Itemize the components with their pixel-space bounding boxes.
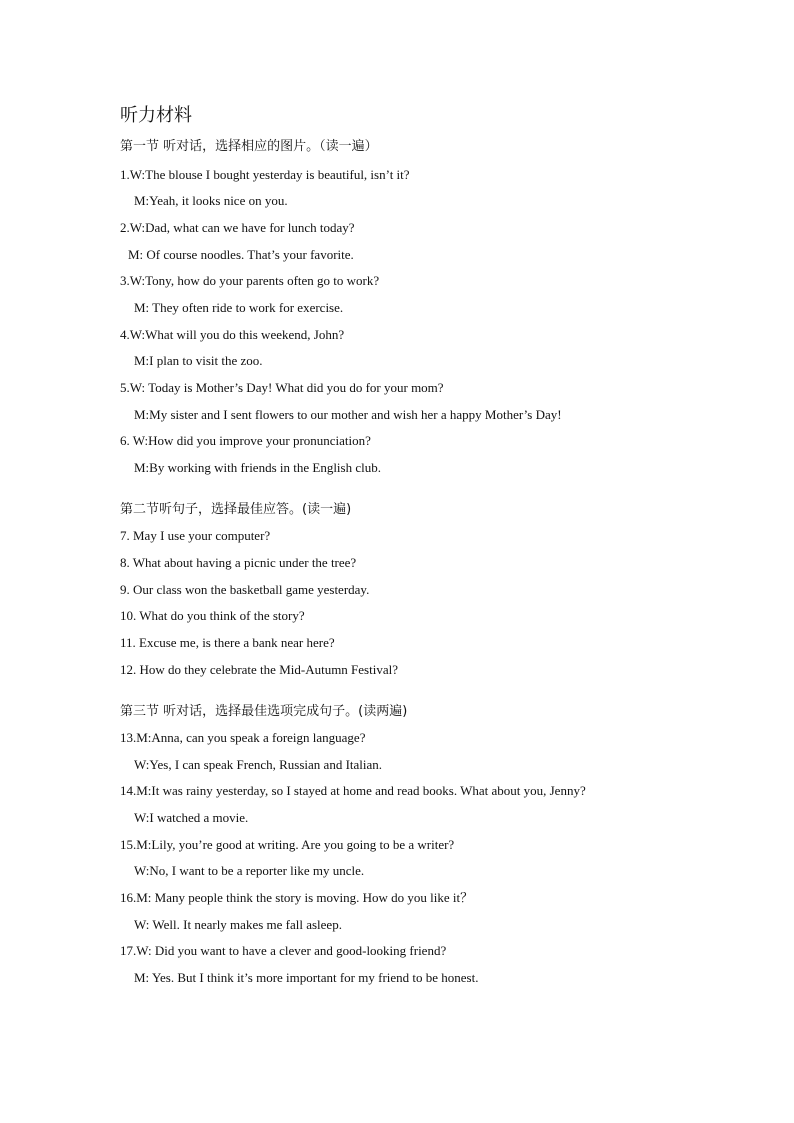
sentence-line: 7. May I use your computer?	[120, 528, 271, 543]
dialogue-line: 3.W:Tony, how do your parents often go to work?	[120, 273, 380, 288]
section-2-heading: 第二节听句子，选择最佳应答。(读一遍)	[120, 502, 352, 517]
dialogue-line: M:Yeah, it looks nice on you.	[134, 193, 288, 208]
sentence-line: 10. What do you think of the story?	[120, 608, 305, 623]
dialogue-line: W:I watched a movie.	[134, 810, 249, 825]
section-1-heading: 第一节 听对话，选择相应的图片。（读一遍）	[120, 139, 378, 154]
dialogue-line: 14.M:It was rainy yesterday, so I stayed at home and read books. What about you, Jenny?	[120, 783, 586, 798]
dialogue-line: 6. W:How did you improve your pronunciation?	[120, 433, 371, 448]
dialogue-line: W:No, I want to be a reporter like my uncle.	[134, 863, 365, 878]
dialogue-line: 17.W: Did you want to have a clever and good-looking friend?	[120, 943, 447, 958]
dialogue-line: 15.M:Lily, you’re good at writing. Are you going to be a writer?	[120, 837, 455, 852]
dialogue-line: 1.W:The blouse I bought yesterday is beautiful, isn’t it?	[120, 167, 410, 182]
dialogue-line: M: They often ride to work for exercise.	[134, 300, 344, 315]
sentence-line: 12. How do they celebrate the Mid-Autumn Festival?	[120, 662, 398, 677]
dialogue-line: M:My sister and I sent flowers to our mother and wish her a happy Mother’s Day!	[134, 407, 562, 422]
sentence-line: 9. Our class won the basketball game yesterday.	[120, 582, 370, 597]
dialogue-line: M: Of course noodles. That’s your favorite.	[128, 247, 354, 262]
dialogue-line: 13.M:Anna, can you speak a foreign language?	[120, 730, 366, 745]
section-3-heading: 第三节 听对话，选择最佳选项完成句子。(读两遍)	[120, 704, 408, 719]
dialogue-line: 16.M: Many people think the story is moving. How do you like it？	[120, 890, 474, 905]
dialogue-line: 5.W: Today is Mother’s Day! What did you do for your mom?	[120, 380, 444, 395]
dialogue-line: W:Yes, I can speak French, Russian and Italian.	[134, 757, 383, 772]
page-title: 听力材料	[120, 105, 192, 126]
dialogue-line: 2.W:Dad, what can we have for lunch today?	[120, 220, 355, 235]
sentence-line: 11. Excuse me, is there a bank near here?	[120, 635, 335, 650]
dialogue-line: 4.W:What will you do this weekend, John?	[120, 327, 345, 342]
dialogue-line: M: Yes. But I think it’s more important for my friend to be honest.	[134, 970, 479, 985]
dialogue-line: M:I plan to visit the zoo.	[134, 353, 263, 368]
dialogue-line: W: Well. It nearly makes me fall asleep.	[134, 917, 342, 932]
sentence-line: 8. What about having a picnic under the tree?	[120, 555, 357, 570]
dialogue-line: M:By working with friends in the English club.	[134, 460, 381, 475]
